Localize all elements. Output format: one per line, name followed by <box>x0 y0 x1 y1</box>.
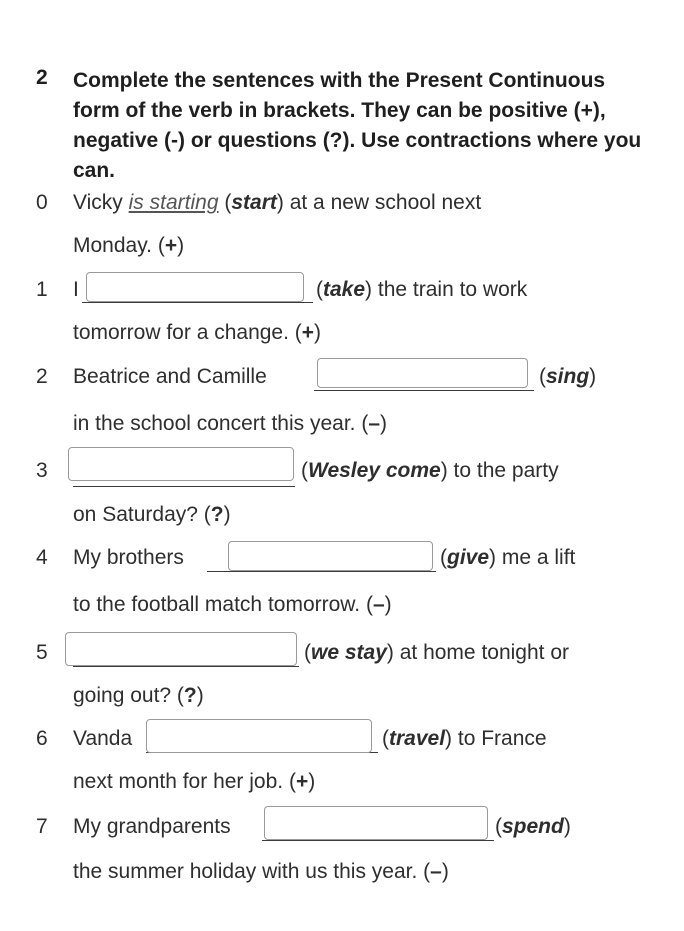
verb-prompt: Wesley come <box>308 459 441 482</box>
item-continuation: tomorrow for a change. <box>73 321 289 344</box>
item-6-line2: next month for her job. (+) <box>73 770 316 793</box>
form-mark: – <box>372 593 385 616</box>
form-mark: – <box>368 412 381 435</box>
verb-prompt: sing <box>546 365 590 388</box>
item-text-before: My grandparents <box>73 815 231 838</box>
verb-prompt: we stay <box>311 641 387 664</box>
item-number: 1 <box>36 278 48 301</box>
item-7-line2: the summer holiday with us this year. (–) <box>73 860 449 883</box>
item-text-after: at a new school next <box>283 191 482 214</box>
item-continuation: on Saturday? <box>73 503 198 526</box>
item-number: 4 <box>36 546 48 569</box>
answer-underline <box>314 390 534 391</box>
form-mark: + <box>301 321 315 344</box>
item-number: 2 <box>36 365 48 388</box>
answer-underline <box>207 571 436 572</box>
item-text-after: to the party <box>447 459 559 482</box>
answer-input-1[interactable] <box>86 272 304 302</box>
answer-underline <box>82 302 313 303</box>
form-mark: – <box>430 860 442 883</box>
item-continuation: the summer holiday with us this year. <box>73 860 418 883</box>
item-text-before: Beatrice and Camille <box>73 365 267 388</box>
answer-input-7[interactable] <box>264 806 488 840</box>
exercise-number: 2 <box>36 66 48 89</box>
form-mark: ? <box>183 684 197 707</box>
item-5-line1-rest: (we stay) at home tonight or <box>304 641 569 664</box>
item-2-line2: in the school concert this year. (–) <box>73 412 388 435</box>
item-text-before: My brothers <box>73 546 184 569</box>
answer-input-2[interactable] <box>317 358 528 388</box>
verb-prompt: give <box>447 546 490 569</box>
item-0-line1: Vicky is starting (start) at a new school next <box>73 191 482 214</box>
answer-input-5[interactable] <box>65 632 297 666</box>
form-mark: ? <box>210 503 224 526</box>
answer-input-3[interactable] <box>68 447 294 481</box>
item-1-line1-rest: (take) the train to work <box>316 278 528 301</box>
item-text-after: me a lift <box>496 546 576 569</box>
item-3-line2: on Saturday? (?) <box>73 503 231 526</box>
item-1-line2: tomorrow for a change. (+) <box>73 321 322 344</box>
item-continuation: to the football match tomorrow. <box>73 593 361 616</box>
item-6-line1-rest: (travel) to France <box>382 727 547 750</box>
exercise-instructions: Complete the sentences with the Present Continuous form of the verb in brackets. They can be positive (+), negative (-) or questions (?). Use contractions where you can. <box>73 69 642 182</box>
item-text-after: the train to work <box>372 278 528 301</box>
item-number: 7 <box>36 815 48 838</box>
item-5-line2: going out? (?) <box>73 684 204 707</box>
answer-input-6[interactable] <box>146 719 372 753</box>
item-number: 5 <box>36 641 48 664</box>
answer-input-4[interactable] <box>228 541 433 571</box>
item-text-after: at home tonight or <box>393 641 569 664</box>
item-2-line1-rest: (sing) <box>539 365 597 388</box>
item-number: 0 <box>36 191 48 214</box>
verb-prompt: take <box>323 278 366 301</box>
item-text-before: Vanda <box>73 727 133 750</box>
item-4-line1-rest: (give) me a lift <box>440 546 576 569</box>
item-text-before: I <box>73 278 79 301</box>
item-3-line1-rest: (Wesley come) to the party <box>301 459 559 482</box>
item-7-line1-rest: (spend) <box>495 815 571 838</box>
item-continuation: in the school concert this year. <box>73 412 356 435</box>
item-0-line2: Monday. (+) <box>73 234 185 257</box>
item-text-after: to France <box>452 727 547 750</box>
verb-prompt: start <box>231 191 277 214</box>
item-continuation: Monday. <box>73 234 152 257</box>
form-mark: + <box>164 234 178 257</box>
item-4-line2: to the football match tomorrow. (–) <box>73 593 392 616</box>
item-continuation: going out? <box>73 684 172 707</box>
item-text-before: Vicky <box>73 191 129 214</box>
item-number: 6 <box>36 727 48 750</box>
verb-prompt: spend <box>502 815 564 838</box>
example-answer: is starting <box>128 191 219 214</box>
item-continuation: next month for her job. <box>73 770 284 793</box>
answer-underline <box>73 666 299 667</box>
form-mark: + <box>295 770 309 793</box>
verb-prompt: travel <box>389 727 446 750</box>
answer-underline <box>262 840 494 841</box>
answer-underline <box>73 486 295 487</box>
item-number: 3 <box>36 459 48 482</box>
